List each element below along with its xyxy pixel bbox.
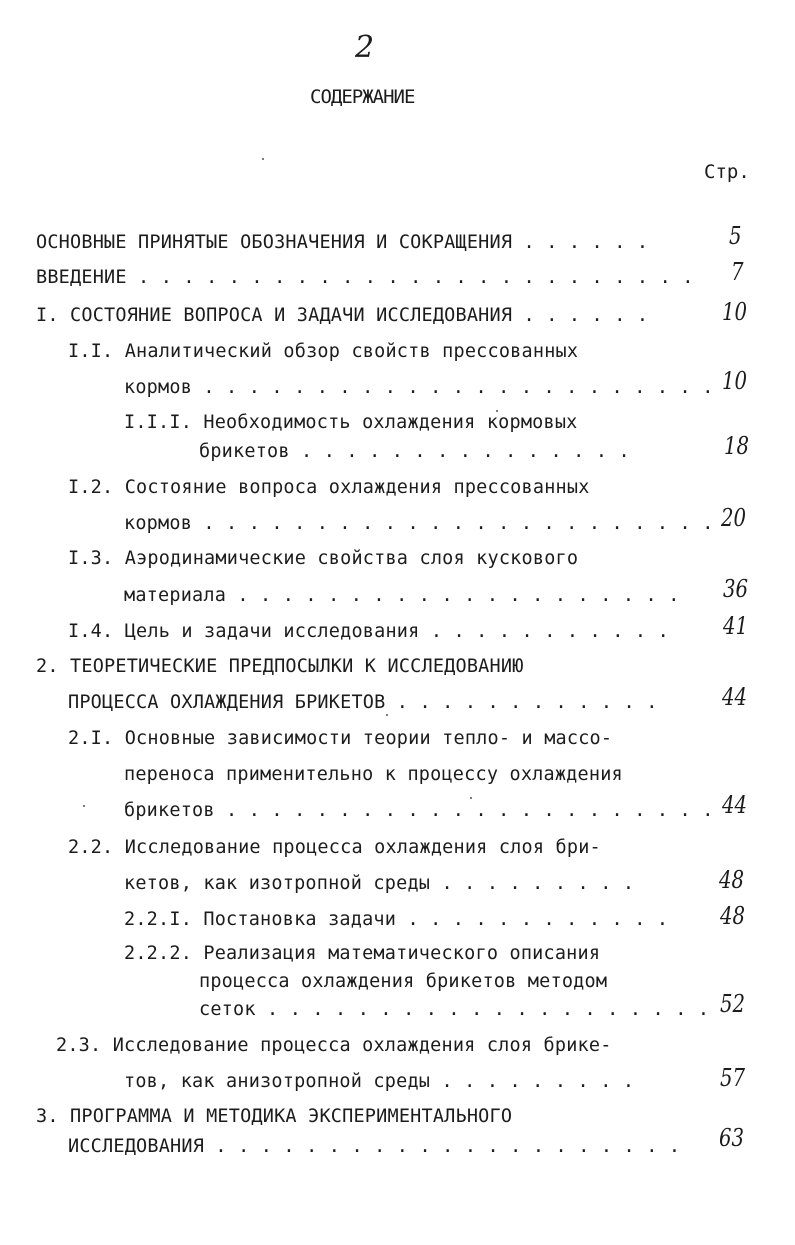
contents-title: СОДЕРЖАНИЕ bbox=[310, 86, 415, 108]
toc-page-number: 52 bbox=[720, 990, 746, 1018]
toc-entry-text: кормов . . . . . . . . . . . . . . . . . . . . . . . bbox=[124, 377, 714, 398]
toc-entry-text: материала . . . . . . . . . . . . . . . . . . . . bbox=[124, 585, 680, 606]
page-column-label: Стр. bbox=[704, 161, 750, 183]
toc-page-number: 10 bbox=[722, 367, 748, 395]
toc-entry-text: процесса охлаждения брикетов методом bbox=[199, 971, 608, 992]
toc-entry-text: I.2. Состояние вопроса охлаждения прессованных bbox=[68, 477, 590, 498]
page-number: 2 bbox=[355, 30, 375, 65]
toc-entry-text: I.I. Аналитический обзор свойств прессованных bbox=[68, 341, 579, 362]
toc-entry-text: 2.3. Исследование процесса охлаждения слоя брике- bbox=[56, 1035, 612, 1056]
toc-entry-text: 2.I. Основные зависимости теории тепло- и массо- bbox=[68, 728, 613, 749]
toc-entry-text: сеток . . . . . . . . . . . . . . . . . . . . bbox=[199, 999, 710, 1020]
toc-page-number: 36 bbox=[723, 575, 749, 603]
toc-page-number: 10 bbox=[722, 298, 748, 326]
toc-entry-text: кормов . . . . . . . . . . . . . . . . . . . . . . . bbox=[124, 513, 714, 534]
toc-entry-text: I. СОСТОЯНИЕ ВОПРОСА И ЗАДАЧИ ИССЛЕДОВАНИЯ . . . . . . bbox=[36, 305, 649, 326]
toc-entry-text: 2. ТЕОРЕТИЧЕСКИЕ ПРЕДПОСЫЛКИ К ИССЛЕДОВАНИЮ bbox=[36, 656, 524, 677]
toc-page-number: 20 bbox=[721, 504, 747, 532]
scan-speck bbox=[262, 158, 264, 160]
toc-entry-text: кетов, как изотропной среды . . . . . . . . . bbox=[124, 873, 635, 894]
scan-speck bbox=[386, 714, 388, 716]
toc-entry-text: ПРОЦЕССА ОХЛАЖДЕНИЯ БРИКЕТОВ . . . . . . . . . . . . bbox=[68, 692, 658, 713]
toc-page-number: 48 bbox=[719, 866, 745, 894]
toc-page-number: 41 bbox=[723, 612, 749, 640]
toc-entry-text: ОСНОВНЫЕ ПРИНЯТЫЕ ОБОЗНАЧЕНИЯ И СОКРАЩЕНИЯ . . . . . . bbox=[36, 232, 649, 253]
toc-page-number: 18 bbox=[724, 432, 750, 460]
toc-entry-text: брикетов . . . . . . . . . . . . . . . . . . . . . . bbox=[124, 800, 714, 821]
toc-entry-text: ИССЛЕДОВАНИЯ . . . . . . . . . . . . . . . . . . . . . bbox=[68, 1136, 681, 1157]
scan-speck bbox=[470, 797, 472, 799]
toc-page-number: 44 bbox=[722, 791, 748, 819]
toc-entry-text: I.4. Цель и задачи исследования . . . . . . . . . . . bbox=[68, 621, 669, 642]
toc-entry-text: брикетов . . . . . . . . . . . . . . . bbox=[199, 441, 630, 462]
toc-entry-text: переноса применительно к процессу охлаждения bbox=[124, 764, 623, 785]
toc-entry-text: I.3. Аэродинамические свойства слоя кускового bbox=[68, 548, 579, 569]
toc-page-number: 7 bbox=[731, 258, 744, 286]
toc-page-number: 5 bbox=[729, 222, 742, 250]
scan-speck bbox=[83, 805, 85, 807]
toc-page-number: 48 bbox=[720, 902, 746, 930]
scan-speck bbox=[496, 410, 498, 412]
toc-entry-text: I.I.I. Необходимость охлаждения кормовых bbox=[124, 412, 578, 433]
toc-entry-text: ВВЕДЕНИЕ . . . . . . . . . . . . . . . . . . . . . . . . . bbox=[36, 267, 694, 288]
toc-page-number: 44 bbox=[722, 683, 748, 711]
toc-entry-text: 2.2.I. Постановка задачи . . . . . . . . . . . . bbox=[124, 909, 669, 930]
toc-entry-text: 2.2. Исследование процесса охлаждения слоя бри- bbox=[68, 837, 601, 858]
toc-page-number: 57 bbox=[720, 1064, 746, 1092]
toc-page-number: 63 bbox=[719, 1124, 745, 1152]
toc-entry-text: тов, как анизотропной среды . . . . . . . . . bbox=[124, 1071, 635, 1092]
toc-entry-text: 3. ПРОГРАММА И МЕТОДИКА ЭКСПЕРИМЕНТАЛЬНОГО bbox=[36, 1106, 513, 1127]
toc-entry-text: 2.2.2. Реализация математического описания bbox=[124, 943, 601, 964]
